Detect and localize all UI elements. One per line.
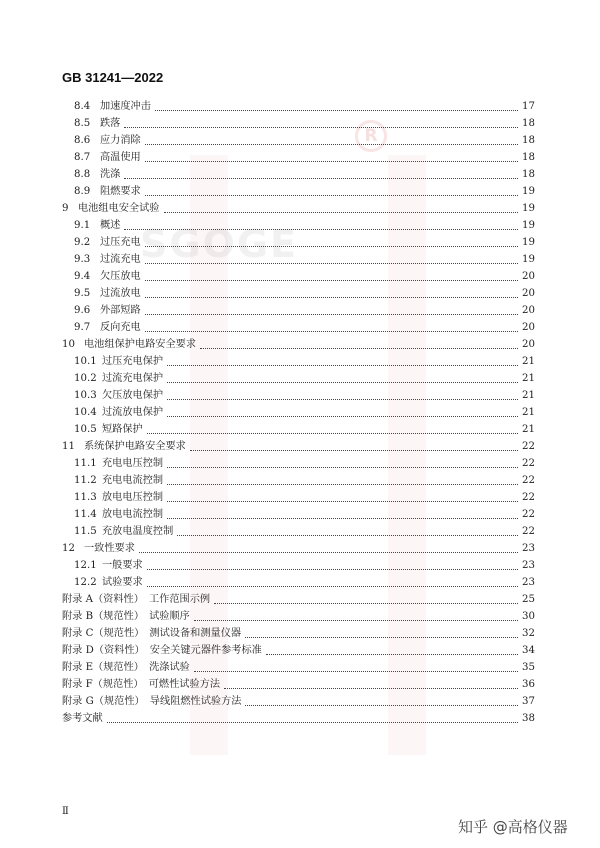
toc-entry[interactable] [62, 471, 534, 488]
toc-entry-page: 34 [522, 645, 535, 656]
toc-entry[interactable] [62, 369, 534, 386]
toc-entry[interactable] [62, 437, 534, 454]
toc-entry-page: 20 [522, 339, 535, 350]
toc-dot-leader [145, 297, 518, 298]
toc-entry-number: 8.9 [74, 186, 91, 197]
toc-entry-number: 12.1 [74, 560, 97, 571]
toc-entry-page: 32 [522, 628, 535, 639]
toc-entry[interactable] [62, 318, 534, 335]
toc-entry[interactable] [62, 182, 534, 199]
toc-dot-leader [245, 705, 518, 706]
toc-entry-number: 11.2 [74, 475, 97, 486]
toc-entry-title: 充电电流控制 [102, 475, 164, 486]
toc-entry-title: 电池组电安全试验 [78, 203, 160, 214]
toc-entry-page: 18 [522, 135, 535, 146]
toc-entry-number: 11.4 [74, 509, 97, 520]
toc-entry[interactable] [62, 301, 534, 318]
toc-dot-leader [124, 178, 518, 179]
toc-dot-leader [167, 365, 518, 366]
toc-dot-leader [145, 144, 518, 145]
toc-entry[interactable] [62, 148, 534, 165]
toc-dot-leader [124, 127, 518, 128]
toc-dot-leader [194, 620, 518, 621]
toc-entry-number: 8.6 [74, 135, 91, 146]
toc-entry-page: 19 [522, 220, 535, 231]
toc-dot-leader [164, 212, 519, 213]
toc-entry-number: 9.2 [74, 237, 91, 248]
toc-entry[interactable] [62, 590, 534, 607]
toc-entry[interactable] [62, 454, 534, 471]
toc-entry-page: 23 [522, 560, 535, 571]
toc-entry-page: 22 [522, 526, 535, 537]
toc-entry-number: 10.2 [74, 373, 97, 384]
toc-entry-number: 10 [62, 339, 75, 350]
toc-entry-title: 加速度冲击 [100, 101, 151, 112]
toc-entry[interactable] [62, 267, 534, 284]
toc-entry-title: 过流放电 [100, 288, 141, 299]
toc-entry-title: 充电电压控制 [102, 458, 164, 469]
toc-entry-number: 11.1 [74, 458, 97, 469]
standard-code: GB 31241—2022 [62, 70, 164, 85]
toc-entry[interactable] [62, 624, 534, 641]
toc-entry-number: 10.3 [74, 390, 97, 401]
toc-entry-page: 19 [522, 237, 535, 248]
toc-entry[interactable] [62, 692, 534, 709]
toc-entry-title: 充放电温度控制 [102, 526, 174, 537]
toc-dot-leader [147, 433, 518, 434]
toc-entry-number: 9.5 [74, 288, 91, 299]
toc-dot-leader [190, 450, 518, 451]
toc-entry[interactable] [62, 709, 534, 726]
toc-entry-number: 10.5 [74, 424, 97, 435]
toc-entry-number: 9.4 [74, 271, 91, 282]
toc-entry-number: 11 [62, 441, 75, 452]
toc-entry-number: 8.7 [74, 152, 91, 163]
toc-dot-leader [266, 654, 518, 655]
toc-dot-leader [224, 688, 518, 689]
toc-entry-page: 23 [522, 543, 535, 554]
toc-entry-title: 短路保护 [102, 424, 143, 435]
toc-dot-leader [139, 552, 518, 553]
toc-entry[interactable] [62, 199, 534, 216]
toc-dot-leader [177, 535, 518, 536]
toc-entry[interactable] [62, 131, 534, 148]
toc-entry-title: 附录 F（规范性） 可燃性试验方法 [62, 679, 221, 690]
toc-entry-title: 阻燃要求 [100, 186, 141, 197]
toc-entry-page: 19 [522, 203, 535, 214]
toc-entry-page: 18 [522, 169, 535, 180]
toc-entry-page: 18 [522, 118, 535, 129]
toc-entry[interactable] [62, 539, 534, 556]
toc-entry[interactable] [62, 284, 534, 301]
toc-entry-page: 20 [522, 271, 535, 282]
toc-entry-number: 10.1 [74, 356, 97, 367]
toc-entry-page: 20 [522, 305, 535, 316]
toc-entry-title: 附录 B（规范性） 试验顺序 [62, 611, 190, 622]
toc-entry-page: 21 [522, 356, 535, 367]
toc-dot-leader [167, 416, 518, 417]
toc-entry-title: 附录 A（资料性） 工作范围示例 [62, 594, 211, 605]
toc-dot-leader [167, 382, 518, 383]
toc-entry-title: 概述 [100, 220, 121, 231]
toc-entry-title: 过压充电保护 [102, 356, 164, 367]
toc-entry[interactable] [62, 556, 534, 573]
toc-entry-page: 19 [522, 186, 535, 197]
toc-entry[interactable] [62, 641, 534, 658]
toc-entry-page: 21 [522, 373, 535, 384]
toc-entry[interactable] [62, 522, 534, 539]
toc-entry-title: 放电电压控制 [102, 492, 164, 503]
toc-entry-page: 20 [522, 288, 535, 299]
toc-dot-leader [145, 161, 518, 162]
toc-entry-title: 系统保护电路安全要求 [84, 441, 186, 452]
toc-entry-title: 放电电流控制 [102, 509, 164, 520]
toc-entry-number: 10.4 [74, 407, 97, 418]
toc-dot-leader [245, 637, 518, 638]
toc-entry-page: 22 [522, 509, 535, 520]
toc-entry[interactable] [62, 114, 534, 131]
registered-mark: R [355, 120, 387, 152]
toc-entry-title: 过流充电保护 [102, 373, 164, 384]
toc-dot-leader [145, 314, 518, 315]
toc-entry-title: 外部短路 [100, 305, 141, 316]
toc-entry-page: 21 [522, 390, 535, 401]
toc-entry-page: 19 [522, 254, 535, 265]
toc-entry-number: 9.7 [74, 322, 91, 333]
toc-entry[interactable] [62, 352, 534, 369]
toc-dot-leader [155, 110, 518, 111]
toc-entry-page: 22 [522, 492, 535, 503]
toc-entry-number: 12 [62, 543, 75, 554]
toc-dot-leader [145, 263, 518, 264]
toc-entry-title: 过压充电 [100, 237, 141, 248]
toc-entry[interactable] [62, 488, 534, 505]
toc-dot-leader [147, 569, 518, 570]
toc-entry-page: 20 [522, 322, 535, 333]
toc-entry-title: 过流充电 [100, 254, 141, 265]
toc-entry[interactable] [62, 573, 534, 590]
toc-entry-page: 22 [522, 475, 535, 486]
toc-dot-leader [167, 399, 518, 400]
toc-entry-title: 欠压放电 [100, 271, 141, 282]
toc-entry-page: 18 [522, 152, 535, 163]
toc-entry-title: 跌落 [100, 118, 121, 129]
toc-entry-number: 9 [62, 203, 69, 214]
toc-entry-page: 30 [522, 611, 535, 622]
toc-entry-title: 一般要求 [102, 560, 143, 571]
toc-entry-number: 11.5 [74, 526, 97, 537]
toc-entry-page: 25 [522, 594, 535, 605]
toc-dot-leader [167, 501, 518, 502]
toc-entry[interactable] [62, 607, 534, 624]
toc-entry-title: 过流放电保护 [102, 407, 164, 418]
toc-entry-number: 8.4 [74, 101, 91, 112]
toc-entry-page: 22 [522, 458, 535, 469]
toc-entry-number: 11.3 [74, 492, 97, 503]
toc-dot-leader [200, 348, 518, 349]
toc-entry-number: 8.5 [74, 118, 91, 129]
source-credit: 知乎 @高格仪器 [458, 818, 568, 836]
toc-entry[interactable] [62, 505, 534, 522]
toc-dot-leader [194, 671, 518, 672]
toc-dot-leader [145, 246, 518, 247]
toc-dot-leader [167, 484, 518, 485]
toc-entry-title: 洗涤 [100, 169, 121, 180]
toc-entry-title: 电池组保护电路安全要求 [84, 339, 197, 350]
toc-entry-page: 35 [522, 662, 535, 673]
watermark-text: SGOGE [140, 222, 299, 266]
toc-entry-title: 欠压放电保护 [102, 390, 164, 401]
toc-entry-page: 21 [522, 424, 535, 435]
toc-entry-page: 23 [522, 577, 535, 588]
toc-entry[interactable] [62, 216, 534, 233]
toc-dot-leader [107, 722, 518, 723]
toc-entry[interactable] [62, 386, 534, 403]
toc-entry-number: 9.6 [74, 305, 91, 316]
toc-entry-title: 附录 D（资料性） 安全关键元器件参考标准 [62, 645, 262, 656]
toc-entry-page: 21 [522, 407, 535, 418]
toc-entry-page: 22 [522, 441, 535, 452]
toc-dot-leader [167, 518, 518, 519]
toc-entry-title: 高温使用 [100, 152, 141, 163]
toc-entry-page: 17 [522, 101, 535, 112]
toc-entry-number: 9.3 [74, 254, 91, 265]
toc-dot-leader [147, 586, 518, 587]
toc-entry-page: 37 [522, 696, 535, 707]
toc-dot-leader [145, 280, 518, 281]
toc-entry-title: 反向充电 [100, 322, 141, 333]
toc-entry[interactable] [62, 403, 534, 420]
toc-entry[interactable] [62, 335, 534, 352]
toc-entry-page: 38 [522, 713, 535, 724]
toc-entry[interactable] [62, 165, 534, 182]
toc-entry[interactable] [62, 658, 534, 675]
toc-entry[interactable] [62, 675, 534, 692]
toc-entry-title: 试验要求 [102, 577, 143, 588]
toc-dot-leader [214, 603, 518, 604]
table-of-contents [62, 97, 534, 726]
toc-entry-title: 附录 G（规范性） 导线阻燃性试验方法 [62, 696, 242, 707]
toc-entry-number: 9.1 [74, 220, 91, 231]
toc-dot-leader [167, 467, 518, 468]
toc-dot-leader [145, 195, 518, 196]
toc-entry-title: 附录 C（规范性） 测试设备和测量仪器 [62, 628, 242, 639]
toc-entry[interactable] [62, 250, 534, 267]
toc-entry[interactable] [62, 420, 534, 437]
toc-dot-leader [124, 229, 518, 230]
toc-entry-number: 8.8 [74, 169, 91, 180]
toc-entry[interactable] [62, 233, 534, 250]
toc-entry-page: 36 [522, 679, 535, 690]
page-number: Ⅱ [62, 806, 69, 817]
toc-dot-leader [145, 331, 518, 332]
toc-entry-title: 参考文献 [62, 713, 103, 724]
toc-entry-title: 附录 E（规范性） 洗涤试验 [62, 662, 190, 673]
toc-entry[interactable] [62, 97, 534, 114]
toc-entry-title: 应力消除 [100, 135, 141, 146]
toc-entry-title: 一致性要求 [84, 543, 135, 554]
toc-entry-number: 12.2 [74, 577, 97, 588]
